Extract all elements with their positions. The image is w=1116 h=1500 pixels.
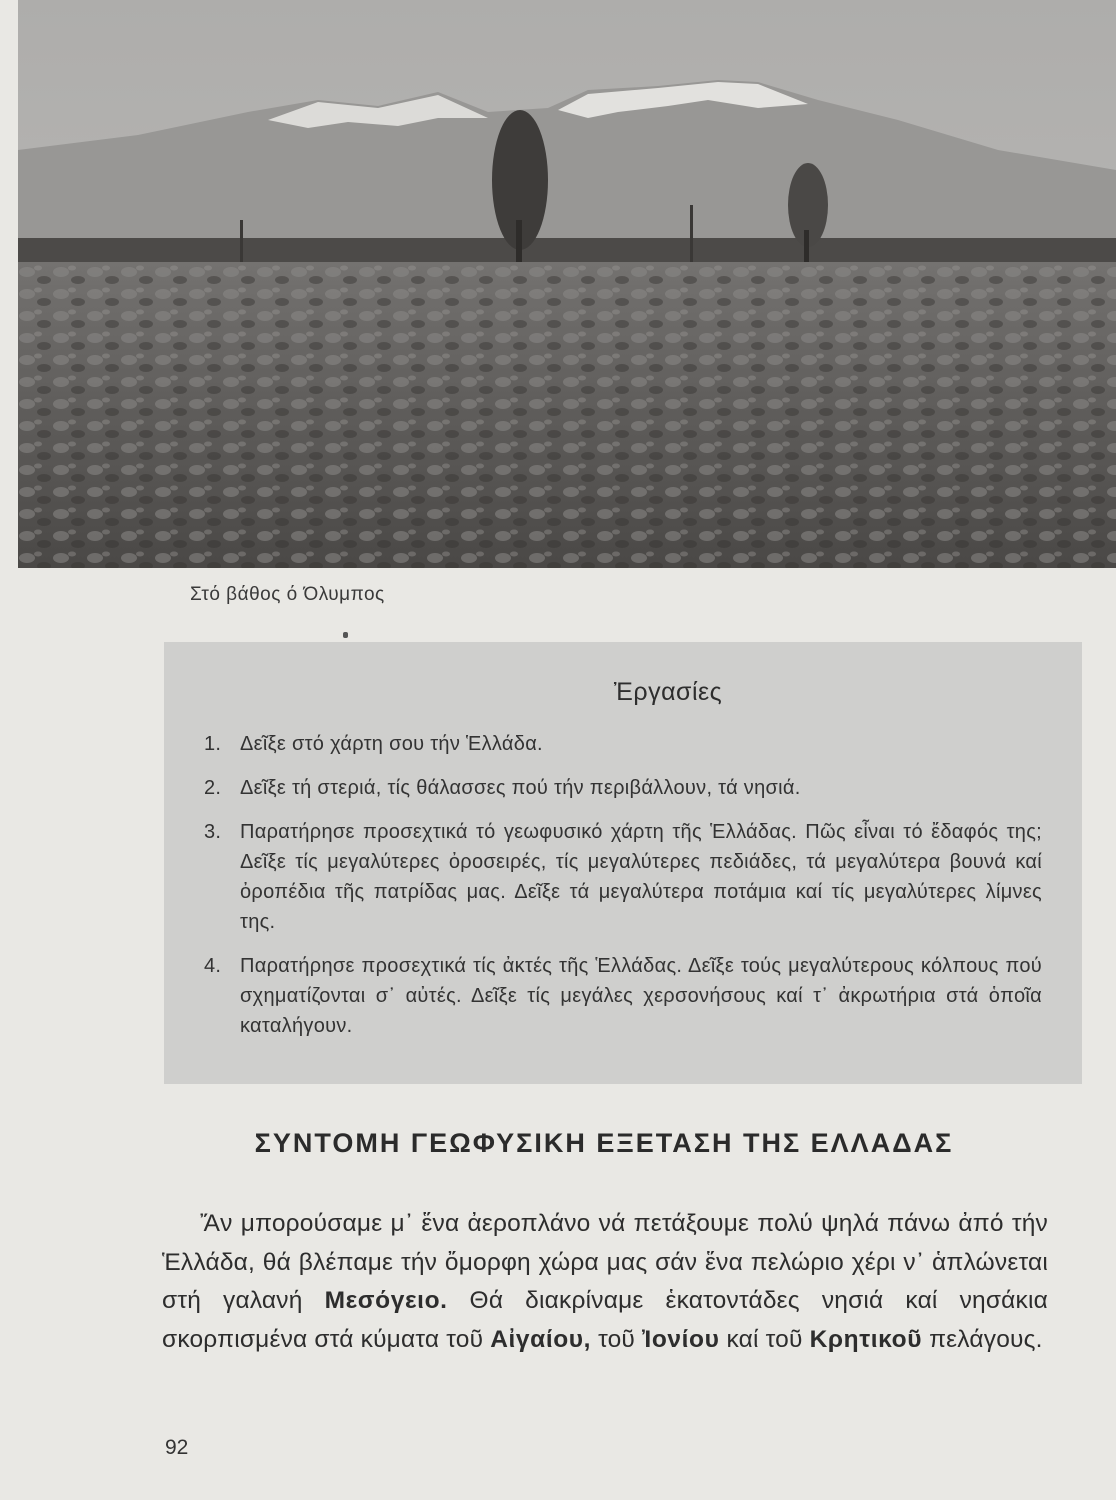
paragraph-text: τοῦ — [591, 1325, 643, 1353]
task-item — [204, 729, 1042, 759]
page-number: 92 — [165, 1436, 189, 1459]
paragraph-text: πελάγους. — [922, 1325, 1043, 1353]
landscape-photo — [18, 0, 1116, 568]
task-number: 2. — [204, 777, 222, 799]
task-number: 1. — [204, 733, 222, 755]
paragraph-text: Θά διακρίναμε ἑκατοντάδες νησιά καί νησάκια σκορπισμένα στά κύματα τοῦ — [162, 1287, 1048, 1353]
olympus-photo-illustration — [18, 0, 1116, 568]
task-number: 4. — [204, 955, 222, 977]
print-speck — [343, 632, 348, 638]
photo-caption: Στό βάθος ό Όλυμπος — [190, 584, 385, 605]
task-text: Παρατήρησε προσεχτικά τίς ἀκτές τῆς Ἑλλάδας. Δεῖξε τούς μεγαλύτερους κόλπους πού σχηματίζονται σ᾿ αὐτές. Δεῖξε τίς μεγάλες χερσονήσους καί τ᾿ ἀκρωτήρια στά ὁποῖα καταλήγουν. — [240, 955, 1042, 1037]
task-text: Δεῖξε στό χάρτη σου τήν Ἑλλάδα. — [240, 733, 543, 755]
place-name: Κρητικοῦ — [809, 1325, 923, 1353]
task-item — [204, 817, 1042, 937]
paragraph-text: Ἄν μπορούσαμε μ᾿ ἕνα ἀεροπλάνο νά πετάξουμε πολύ ψηλά πάνω ἀπό τήν Ἑλλάδα, θά βλέπαμε τήν ὄμορφη χώρα μας σάν ἕνα πελώριο χέρι ν᾿ ἁπλώνεται στή γαλανή — [162, 1210, 1048, 1314]
section-paragraph — [162, 1205, 1048, 1359]
task-item — [204, 773, 1042, 803]
task-item — [204, 951, 1042, 1041]
place-name: Αἰγαίου, — [490, 1325, 592, 1353]
section-heading: ΣΥΝΤΟΜΗ ΓΕΩΦΥΣΙΚΗ ΕΞΕΤΑΣΗ ΤΗΣ ΕΛΛΑΔΑΣ — [254, 1128, 954, 1158]
tasks-title: Ἐργασίες — [613, 678, 723, 706]
tasks-box — [164, 642, 1082, 1084]
task-text: Παρατήρησε προσεχτικά τό γεωφυσικό χάρτη τῆς Ἑλλάδας. Πῶς εἶναι τό ἔδαφός της; Δεῖξε τίς μεγαλύτερες ὀροσειρές, τίς μεγαλύτερες πεδιάδες, τά μεγαλύτερα βουνά καί ὀροπέδια τῆς πατρίδας μας. Δεῖξε τά μεγαλύτερα ποτάμια καί τίς μεγαλύτερες λίμνες της. — [240, 821, 1042, 933]
place-name: Μεσόγειο. — [324, 1287, 448, 1314]
place-name: Ἰονίου — [642, 1325, 720, 1353]
paragraph-text: καί τοῦ — [719, 1325, 810, 1353]
task-number: 3. — [204, 821, 222, 843]
task-text: Δεῖξε τή στεριά, τίς θάλασσες πού τήν περιβάλλουν, τά νησιά. — [240, 777, 801, 799]
